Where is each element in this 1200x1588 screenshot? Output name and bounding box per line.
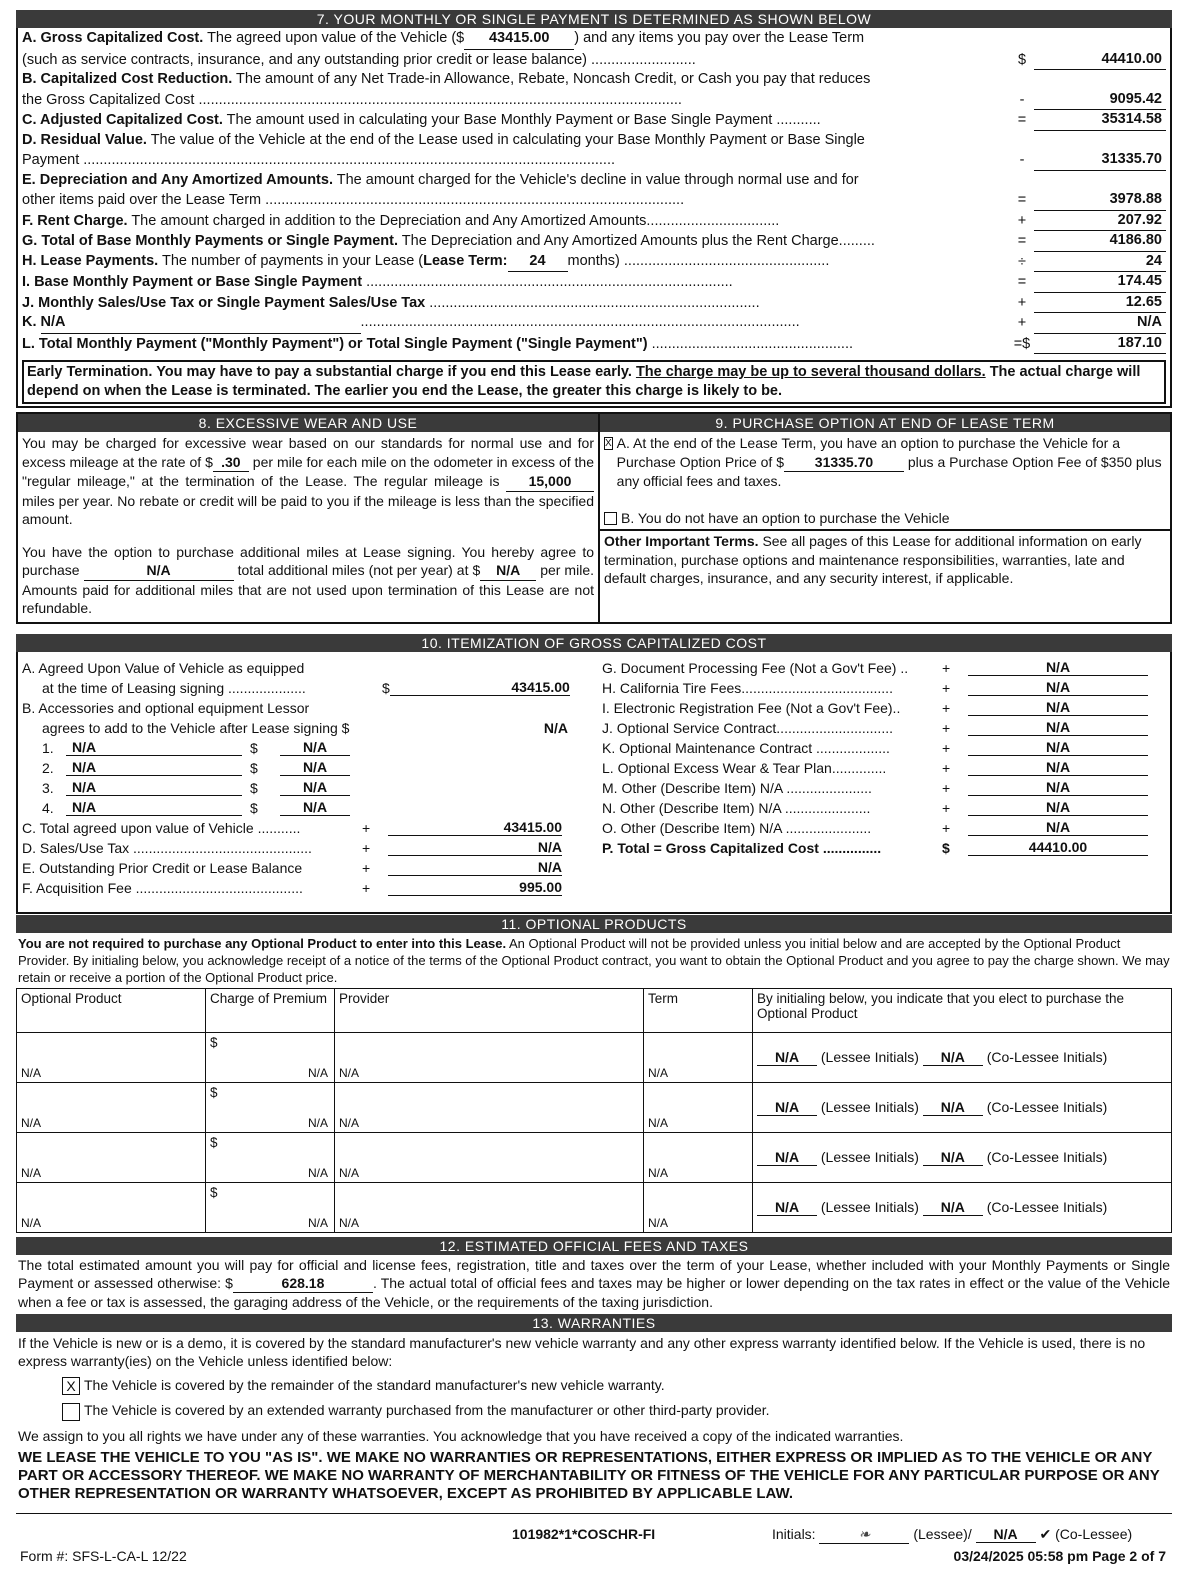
text: 1. — [42, 740, 54, 756]
text: + — [942, 800, 951, 816]
text: + — [942, 820, 951, 836]
text: Term — [644, 989, 753, 1033]
text: N/A — [968, 719, 1148, 736]
text: O. Other (Describe Item) N/A ...................... — [602, 820, 872, 836]
text: (Lessee Initials) — [820, 1049, 919, 1065]
text: = — [1017, 274, 1027, 290]
text: The charge may be up to several thousand dollars. — [635, 364, 986, 380]
text: + — [942, 680, 951, 696]
text: N/A — [968, 819, 1148, 836]
text: A. At the end of the Lease Term, you have an option to purchase the Vehicle for a Purchase Option Price of $ — [616, 435, 1120, 470]
gross-cap-cost: 44410.00 — [1034, 50, 1166, 71]
text: N/A — [968, 759, 1148, 776]
text: 31335.70 — [784, 453, 904, 473]
accessory-row — [22, 796, 602, 816]
section8 — [18, 414, 600, 622]
text: N. Other (Describe Item) N/A ...................... — [602, 800, 871, 816]
text: L. Total Monthly Payment ("Monthly Payment") or Total Single Payment ("Single Payment") — [22, 335, 648, 352]
text: N/A — [17, 1133, 206, 1183]
text: 2. — [42, 760, 54, 776]
section13 — [16, 1314, 1172, 1505]
text: $ — [210, 1085, 218, 1100]
text: $ — [250, 800, 258, 816]
text: H. Lease Payments. — [22, 252, 159, 269]
itemization-row — [602, 716, 1166, 736]
text: $ — [210, 1135, 218, 1150]
text: N/A — [17, 1033, 206, 1083]
text: + — [942, 700, 951, 716]
text: + — [362, 840, 371, 856]
itemization-row — [22, 856, 602, 876]
text: See all pages of this Lease for additional information on early termination, purchase options and maintenance responsibilities, warranties, late and default charges, insurance, and any security interest, if applicable. — [604, 533, 1142, 586]
text: N/A — [644, 1083, 753, 1133]
text: N/A — [335, 1083, 644, 1133]
lease-page — [16, 10, 1172, 1574]
text: (Co-Lessee Initials) — [986, 1199, 1108, 1215]
text: . The actual total of official fees and taxes may be higher or lower depending on the tax rates in effect or the value of the Vehicle when a fee or tax is assessed, the garaging address of the Vehicle, or the requirements of the taxing jurisdiction. — [18, 1275, 1170, 1310]
text: N/A — [66, 799, 242, 816]
text: + — [1017, 294, 1027, 311]
text: N/A — [644, 1033, 753, 1083]
text: C. Total agreed upon value of Vehicle ........... — [22, 820, 301, 836]
text: By initialing below, you indicate that you elect to purchase the Optional Product — [753, 989, 1172, 1033]
text: E. Outstanding Prior Credit or Lease Balance — [22, 860, 303, 876]
text: plus a Purchase Option Fee of $350 plus any official fees and taxes. — [616, 453, 1162, 489]
lessee-initials-field[interactable]: N/A — [757, 1199, 817, 1216]
early-termination-box — [22, 360, 1166, 404]
text: N/A — [41, 313, 361, 334]
text: at the time of Leasing signing .................... — [42, 680, 306, 696]
text: 24 — [508, 252, 568, 273]
text: If the Vehicle is new or is a demo, it is covered by the standard manufacturer's new vehicle warranty and any other express warranty identified below. If the Vehicle is used, there is no express warranty(ies) on the Vehicle unless identified below: — [18, 1335, 1146, 1369]
text: $ — [382, 680, 390, 696]
text: total additional miles (not per year) at $ — [237, 562, 481, 578]
text: $ — [250, 780, 258, 796]
section9 — [600, 414, 1170, 622]
text: J. Monthly Sales/Use Tax or Single Payment Sales/Use Tax — [22, 294, 426, 311]
section11 — [16, 915, 1172, 1233]
itemization-row — [602, 736, 1166, 756]
lessee-initials-signature: ❧ — [819, 1526, 909, 1544]
text: D. Sales/Use Tax .............................................. — [22, 840, 312, 856]
text: ............................................................................................................. — [360, 314, 800, 330]
itemization-row — [602, 816, 1166, 836]
text: G. Total of Base Monthly Payments or Single Payment. — [22, 233, 399, 249]
itemization-row — [602, 696, 1166, 716]
text: = — [1017, 233, 1027, 249]
text: Form #: SFS-L-CA-L 12/22 — [20, 1547, 187, 1564]
text: 174.45 — [1034, 272, 1166, 293]
text: + — [942, 780, 951, 796]
text: N/A — [335, 1033, 644, 1083]
optional-products-table — [16, 988, 1172, 1233]
text: $ — [942, 840, 950, 856]
accessory-row — [22, 736, 602, 756]
text: - — [1019, 91, 1025, 108]
text: 12.65 — [1034, 293, 1166, 314]
text: N/A — [280, 759, 350, 776]
text: An Optional Product will not be provided unless you initial below and are accepted by the Optional Product Provider. By initialing below, you acknowledge receipt of a notice of the terms of the Optional Product contract, you want to obtain the Optional Product and you agree to pay the charge shown. We may retain or receive a portion of the Optional Product price. — [18, 936, 1170, 985]
text: .................................................................................. — [429, 294, 760, 311]
text: Provider — [335, 989, 644, 1033]
text: 11. OPTIONAL PRODUCTS — [16, 915, 1172, 933]
colessee-initials-field[interactable]: N/A — [923, 1049, 983, 1066]
text: + — [1017, 212, 1027, 229]
text: L. Optional Excess Wear & Tear Plan.............. — [602, 760, 887, 776]
itemization-row — [22, 876, 602, 896]
text: B. Accessories and optional equipment Lessor — [22, 700, 310, 716]
text: N/A — [307, 1216, 328, 1230]
text: F. Acquisition Fee ........................................... — [22, 880, 303, 896]
text: J. Optional Service Contract.............................. — [602, 720, 893, 736]
text: $ — [250, 760, 258, 776]
accessory-row — [22, 776, 602, 796]
purchase-option-b-checkbox[interactable] — [604, 512, 617, 525]
itemization-row — [22, 816, 602, 836]
text: =$ — [1013, 335, 1031, 352]
text: N/A — [1034, 313, 1166, 334]
text: ✔ — [1039, 1525, 1052, 1542]
purchase-option-a-checkbox[interactable]: X — [605, 438, 612, 449]
text: $ — [250, 740, 258, 756]
text: miles per year. No rebate or credit will be paid to you if the mileage is less than the specified amount. — [22, 492, 594, 527]
text: N/A — [968, 739, 1148, 756]
text: N/A — [84, 561, 234, 581]
text: The total estimated amount you will pay for official and license fees, registration, title and taxes over the term of your Lease, whether included with your Monthly Payments or Single Payment or assessed otherwise: $ — [18, 1257, 1170, 1291]
text: G. Document Processing Fee (Not a Gov't Fee) .. — [602, 660, 909, 676]
text: (Lessee Initials) — [820, 1199, 919, 1215]
text: I. Electronic Registration Fee (Not a Gov't Fee).. — [602, 700, 901, 716]
text: C. Adjusted Capitalized Cost. — [22, 112, 223, 128]
text: The amount of any Net Trade-in Allowance, Rebate, Noncash Credit, or Cash you pay that reduces — [236, 71, 871, 87]
text: N/A — [307, 1166, 328, 1180]
text: You are not required to purchase any Optional Product to enter into this Lease. — [18, 936, 507, 951]
text: H. California Tire Fees....................................... — [602, 680, 893, 696]
optional-product-row — [17, 1033, 1172, 1083]
text: The Vehicle is covered by an extended warranty purchased from the manufacturer or other third-party provider. — [84, 1402, 770, 1419]
text: 43415.00 — [390, 679, 570, 696]
text: N/A — [280, 739, 350, 756]
itemization-row — [602, 756, 1166, 776]
text: P. Total = Gross Capitalized Cost ............... — [602, 840, 882, 856]
text: WE LEASE THE VEHICLE TO YOU "AS IS". WE MAKE NO WARRANTIES OR REPRESENTATIONS, EITHER EXPRESS OR IMPLIED AS TO THE VEHICLE OR ANY PART OR ACCESSORY THEREOF. WE MAKE NO WARRANTY OF MERCHANTABILITY OR FITNESS OF THE VEHICLE FOR ANY PARTICULAR PURPOSE OR ANY OTHER REPRESENTATION OR WARRANTY WHATSOEVER, EXCEPT AS PROHIBITED BY APPLICABLE LAW. — [18, 1448, 1160, 1502]
text: - — [1019, 152, 1025, 168]
colessee-initials-field[interactable]: N/A — [923, 1149, 983, 1166]
lessee-initials-field[interactable]: N/A — [757, 1049, 817, 1066]
text: 9095.42 — [1034, 90, 1166, 111]
text: 995.00 — [388, 879, 562, 896]
text: Payment .................................................................................................................................... — [22, 152, 616, 168]
colessee-initials-field[interactable]: N/A — [923, 1199, 983, 1216]
text: M. Other (Describe Item) N/A ...................... — [602, 780, 872, 796]
text: N/A — [968, 799, 1148, 816]
text: E. Depreciation and Any Amortized Amounts. — [22, 171, 333, 188]
text: You may be charged for excessive wear based on our standards for normal use and for excess mileage at the rate of $ — [22, 435, 594, 470]
section10 — [16, 634, 1172, 914]
text: The number of payments in your Lease ( — [162, 252, 424, 269]
text: 03/24/2025 05:58 pm Page 2 of 7 — [953, 1547, 1166, 1564]
text: (Lessee)/ — [913, 1525, 972, 1542]
text: We assign to you all rights we have under any of these warranties. You acknowledge that you have received a copy of the indicated warranties. — [18, 1427, 904, 1444]
text: 15,000 — [506, 472, 594, 492]
text: N/A — [280, 779, 350, 796]
text: 4186.80 — [1034, 231, 1166, 252]
text: + — [1017, 315, 1027, 331]
text: N/A — [388, 859, 562, 876]
text: N/A — [335, 1133, 644, 1183]
text: + — [942, 740, 951, 756]
text: The amount charged for the Vehicle's decline in value through normal use and for — [336, 171, 859, 188]
text: N/A — [17, 1083, 206, 1133]
sections-8-9 — [16, 412, 1172, 624]
text: 44410.00 — [968, 839, 1148, 856]
text: months) ................................................... — [567, 252, 830, 269]
itemization-left — [22, 656, 602, 912]
text: Initials: — [772, 1525, 816, 1542]
text: (Co-Lessee Initials) — [986, 1099, 1108, 1115]
text: .30 — [213, 453, 249, 473]
text: + — [942, 660, 951, 676]
text: + — [362, 820, 371, 836]
text: ) and any items you pay over the Lease Term — [574, 30, 865, 46]
text: the Gross Capitalized Cost ........................................................................................................................ — [22, 91, 682, 108]
text: (Co-Lessee Initials) — [986, 1049, 1108, 1065]
text: N/A — [644, 1133, 753, 1183]
text: + — [362, 880, 371, 896]
text: N/A — [543, 720, 568, 736]
lessee-initials-field[interactable]: N/A — [757, 1099, 817, 1116]
footer — [16, 1513, 1172, 1574]
text: The value of the Vehicle at the end of the Lease used in calculating your Base Monthly Payment or Base Single — [150, 131, 865, 148]
text: (such as service contracts, insurance, and any outstanding prior credit or lease balance) .......................... — [22, 51, 696, 68]
text: 10. ITEMIZATION OF GROSS CAPITALIZED COST — [16, 634, 1172, 652]
text: N/A — [968, 679, 1148, 696]
text: N/A — [388, 839, 562, 856]
text: D. Residual Value. — [22, 131, 147, 148]
text: 101982*1*COSCHR-FI — [512, 1525, 656, 1542]
text: ÷ — [1018, 253, 1026, 270]
text: N/A — [968, 779, 1148, 796]
total-monthly-payment: 187.10 — [1034, 334, 1166, 355]
text: N/A — [968, 659, 1148, 676]
text: 3. — [42, 780, 54, 796]
text: N/A — [480, 561, 536, 581]
text: The amount charged in addition to the Depreciation and Any Amortized Amounts................................. — [131, 212, 780, 229]
text: 24 — [1034, 252, 1166, 273]
itemization-row — [22, 836, 602, 856]
text: Charge of Premium — [206, 989, 335, 1033]
text: The amount used in calculating your Base Monthly Payment or Base Single Payment ........... — [226, 112, 821, 128]
text: 9. PURCHASE OPTION AT END OF LEASE TERM — [600, 414, 1170, 432]
text: 4. — [42, 800, 54, 816]
text: N/A — [307, 1116, 328, 1130]
text: K. — [22, 314, 37, 330]
section12 — [16, 1237, 1172, 1312]
text: (Lessee Initials) — [820, 1149, 919, 1165]
lessee-initials-field[interactable]: N/A — [757, 1149, 817, 1166]
text: N/A — [17, 1183, 206, 1233]
itemization-row — [602, 676, 1166, 696]
text: N/A — [968, 699, 1148, 716]
text: 207.92 — [1034, 211, 1166, 232]
text: Optional Product — [17, 989, 206, 1033]
text: .................................................. — [651, 335, 854, 352]
text: N/A — [307, 1066, 328, 1080]
itemization-right — [602, 656, 1166, 912]
text: other items paid over the Lease Term ........................................................................................................ — [22, 192, 685, 208]
optional-product-row — [17, 1183, 1172, 1233]
text: N/A — [66, 759, 242, 776]
optional-product-row — [17, 1133, 1172, 1183]
accessory-row — [22, 756, 602, 776]
text: K. Optional Maintenance Contract ................... — [602, 740, 890, 756]
colessee-initials-field[interactable]: N/A — [923, 1099, 983, 1116]
optional-product-row — [17, 1083, 1172, 1133]
text: $ — [210, 1035, 218, 1050]
itemization-row — [602, 796, 1166, 816]
text: A. Agreed Upon Value of Vehicle as equipped — [22, 660, 305, 676]
text: N/A — [976, 1526, 1036, 1543]
text: B. You do not have an option to purchase the Vehicle — [621, 509, 950, 526]
text: = — [1017, 112, 1027, 128]
text: N/A — [66, 779, 242, 796]
text: Other Important Terms. — [604, 533, 759, 549]
text: Early Termination. You may have to pay a substantial charge if you end this Lease early. — [27, 364, 632, 380]
text: 3978.88 — [1034, 190, 1166, 211]
text: N/A — [644, 1183, 753, 1233]
text: $ — [1017, 51, 1027, 68]
itemization-row — [602, 776, 1166, 796]
text: The agreed upon value of the Vehicle ($ — [207, 30, 465, 46]
text: 43415.00 — [388, 819, 562, 836]
text: + — [362, 860, 371, 876]
text: N/A — [66, 739, 242, 756]
text: per mile for each mile on the odometer in excess of the "regular mileage," at the termination of the Lease. The regular mileage is — [22, 453, 594, 489]
text: = — [1017, 192, 1027, 208]
text: agrees to add to the Vehicle after Lease signing $ — [42, 720, 350, 736]
warranty-new-checkbox[interactable]: X — [62, 1377, 80, 1395]
text: The Depreciation and Any Amortized Amounts plus the Rent Charge......... — [401, 233, 875, 249]
text: 31335.70 — [1034, 150, 1166, 171]
text: $ — [210, 1185, 218, 1200]
text: The actual charge will depend on when the Lease is terminated. The earlier you end the Lease, the greater this charge is likely to be. — [27, 364, 1141, 399]
warranty-extended-checkbox[interactable] — [62, 1403, 80, 1421]
text: 628.18 — [233, 1274, 373, 1293]
text: You have the option to purchase additional miles at Lease signing. You hereby agree to purchase — [22, 543, 594, 578]
text: (Co-Lessee Initials) — [986, 1149, 1108, 1165]
text: N/A — [335, 1183, 644, 1233]
text: The Vehicle is covered by the remainder of the standard manufacturer's new vehicle warranty. — [84, 1377, 665, 1393]
text: Lease Term: — [423, 252, 508, 269]
text: A. Gross Capitalized Cost. — [22, 30, 204, 46]
text: I. Base Monthly Payment or Base Single Payment — [22, 274, 363, 290]
itemization-row — [602, 656, 1166, 676]
text: ........................................................................................... — [366, 274, 733, 290]
text: 43415.00 — [464, 29, 574, 50]
text: 12. ESTIMATED OFFICIAL FEES AND TAXES — [16, 1237, 1172, 1255]
text: N/A — [280, 799, 350, 816]
text: 8. EXCESSIVE WEAR AND USE — [18, 414, 598, 432]
section7-header: 7. YOUR MONTHLY OR SINGLE PAYMENT IS DETERMINED AS SHOWN BELOW — [16, 10, 1172, 28]
text: F. Rent Charge. — [22, 212, 128, 229]
text: B. Capitalized Cost Reduction. — [22, 71, 233, 87]
text: + — [942, 760, 951, 776]
section7-box — [16, 28, 1172, 408]
text: (Lessee Initials) — [820, 1099, 919, 1115]
text: + — [942, 720, 951, 736]
text: 13. WARRANTIES — [16, 1314, 1172, 1332]
text: 35314.58 — [1034, 110, 1166, 131]
text: per mile. Amounts paid for additional miles that are not used upon termination of this Lease are not refundable. — [22, 562, 594, 616]
text: (Co-Lessee) — [1055, 1525, 1133, 1542]
